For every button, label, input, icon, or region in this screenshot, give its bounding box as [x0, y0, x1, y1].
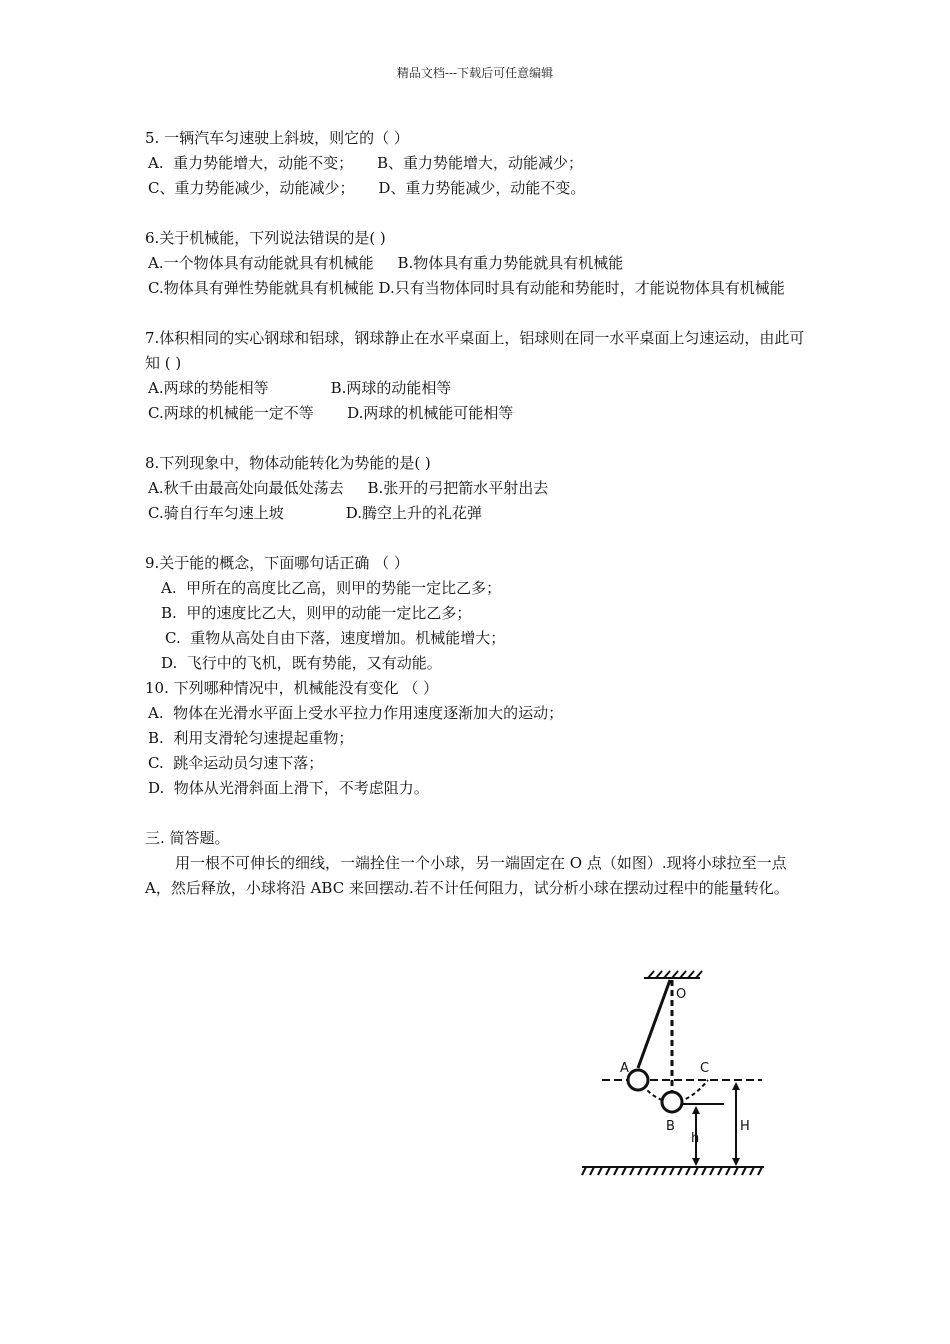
question-10-option-a: A. 物体在光滑水平面上受水平拉力作用速度逐渐加大的运动；	[148, 704, 564, 722]
question-10-option-d: D. 物体从光滑斜面上滑下，不考虑阻力。	[148, 779, 429, 797]
question-9-option-a: A. 甲所在的高度比乙高，则甲的势能一定比乙多；	[161, 579, 502, 597]
ball-b	[662, 1092, 682, 1112]
question-9-option-d: D. 飞行中的飞机，既有势能，又有动能。	[161, 654, 442, 672]
question-6-options-cd: C.物体具有弹性势能就具有机械能 D.只有当物体同时具有动能和势能时，才能说物体具有机械能	[148, 279, 785, 297]
question-6-options-ab: A.一个物体具有动能就具有机械能 B.物体具有重力势能就具有机械能	[148, 254, 624, 272]
question-8-options-cd: C.骑自行车匀速上坡 D.腾空上升的礼花弹	[148, 504, 482, 522]
question-8-options-ab: A.秋千由最高处向最低处荡去 B.张开的弓把箭水平射出去	[148, 479, 549, 497]
label-a: A	[620, 1061, 629, 1076]
label-h: h	[691, 1131, 700, 1146]
label-o: O	[676, 987, 687, 1002]
pendulum-figure	[572, 968, 772, 1188]
question-7-stem: 7.体积相同的实心钢球和铝球，钢球静止在水平桌面上，铝球则在同一水平桌面上匀速运动，由此可知 ( )	[145, 329, 805, 372]
ball-a	[628, 1070, 648, 1090]
page-header: 精品文档---下载后可任意编辑	[396, 66, 554, 80]
question-8-stem: 8.下列现象中，物体动能转化为势能的是( )	[145, 454, 431, 472]
question-5-stem: 5. 一辆汽车匀速驶上斜坡，则它的（ ）	[145, 129, 409, 147]
h-arrow-up	[692, 1106, 700, 1114]
label-b: B	[666, 1119, 675, 1134]
section-3-title: 三. 简答题。	[145, 829, 230, 847]
label-H: H	[740, 1119, 750, 1134]
document-body	[145, 126, 810, 901]
question-7-options-cd: C.两球的机械能一定不等 D.两球的机械能可能相等	[148, 404, 514, 422]
H-arrow-down	[732, 1158, 740, 1166]
question-7-options-ab: A.两球的势能相等 B.两球的动能相等	[148, 379, 452, 397]
question-10-option-c: C. 跳伞运动员匀速下落；	[148, 754, 324, 772]
pendulum-string	[638, 980, 670, 1068]
ground	[582, 1167, 764, 1175]
section-3-question: 用一根不可伸长的细线，一端拴住一个小球，另一端固定在 O 点（如图）.现将小球拉至一点 A，然后释放，小球将沿 ABC 来回摆动.若不计任何阻力，试分析小球在摆动过程中的能量转化。	[145, 854, 789, 897]
label-c: C	[700, 1061, 710, 1076]
question-9-option-c: C. 重物从高处自由下落，速度增加。机械能增大；	[165, 629, 506, 647]
question-10-stem: 10. 下列哪种情况中，机械能没有变化 （ ）	[145, 679, 439, 697]
question-10-option-b: B. 利用支滑轮匀速提起重物；	[148, 729, 354, 747]
question-9-stem: 9.关于能的概念，下面哪句话正确 （ ）	[145, 554, 409, 572]
h-arrow-down	[692, 1158, 700, 1166]
question-5-options-cd: C、重力势能减少，动能减少； D、重力势能减少，动能不变。	[148, 179, 586, 197]
question-6-stem: 6.关于机械能，下列说法错误的是( )	[145, 229, 386, 247]
ceiling-support	[644, 971, 702, 978]
H-arrow-up	[732, 1082, 740, 1090]
question-5-options-ab: A. 重力势能增大，动能不变； B、重力势能增大，动能减少；	[148, 154, 584, 172]
question-9-option-b: B. 甲的速度比乙大，则甲的动能一定比乙多；	[161, 604, 472, 622]
